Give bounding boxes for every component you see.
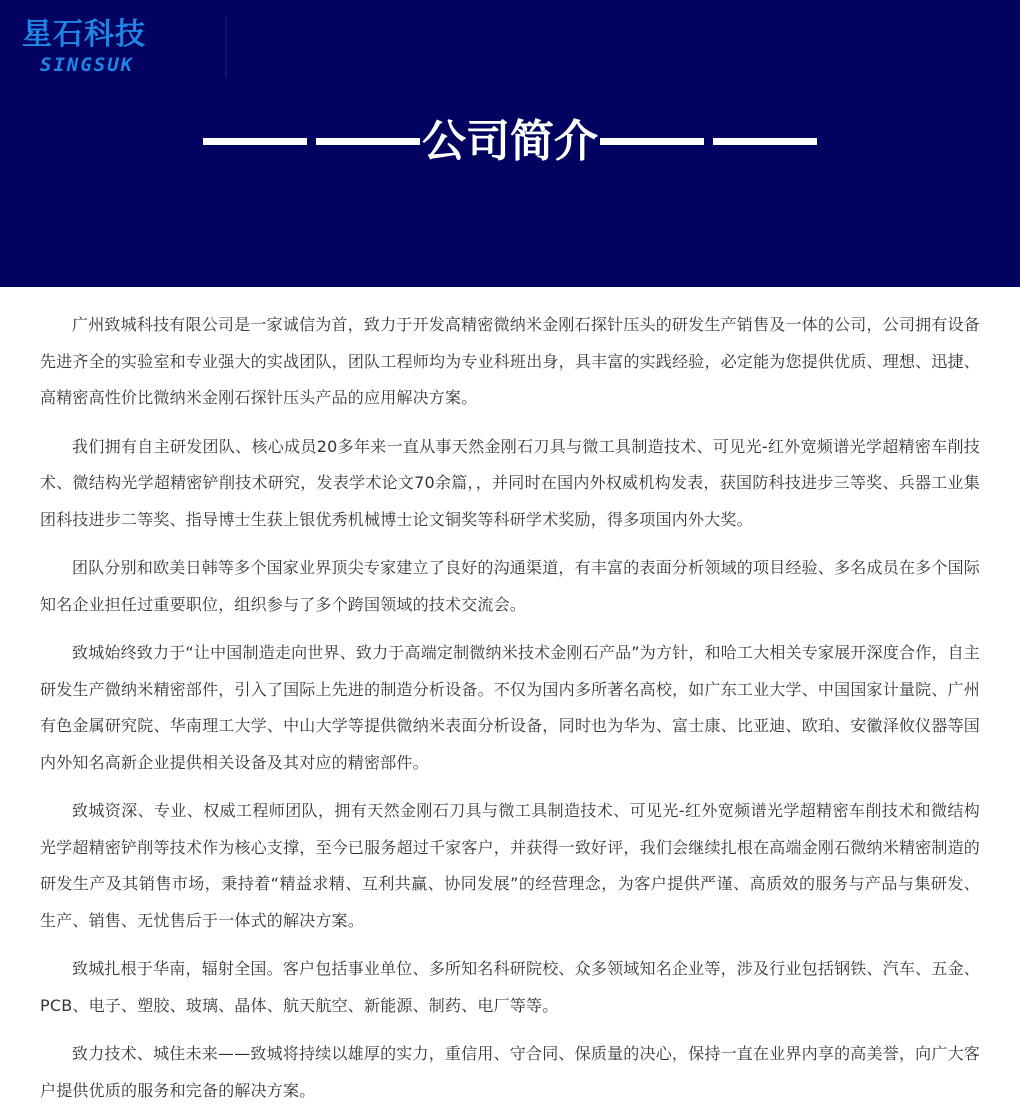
title-dash-left-2 — [316, 138, 420, 145]
intro-paragraph-engineering: 致城资深、专业、权威工程师团队，拥有天然金刚石刀具与微工具制造技术、可见光-红外宽频谱光学超精密车削技术和微结构光学超精密铲削等技术作为核心支撑，至今已服务超过千家客户，并获得一致好评，我们会继续扎根在高端金刚石微纳米精密制造的研发生产及其销售市场，秉持着“精益求精、互利共赢、协同发展”的经营理念，为客户提供严谨、高质效的服务与产品与集研发、生产、销售、无忧售后于一体式的解决方案。 — [40, 801, 980, 930]
intro-paragraph-closing: 致力技术、城住未来——致城将持续以雄厚的实力，重信用、守合同、保质量的决心，保持一直在业界内享的高美誉，向广大客户提供优质的服务和完备的解决方案。 — [40, 1044, 980, 1100]
page-title-text: 公司简介 — [422, 116, 598, 167]
company-intro-body — [0, 287, 1020, 1109]
logo-chinese-name: 星石科技 — [22, 17, 146, 52]
intro-paragraph-overview: 广州致城科技有限公司是一家诚信为首，致力于开发高精密微纳米金刚石探针压头的研发生产销售及一体的公司，公司拥有设备先进齐全的实验室和专业强大的实战团队，团队工程师均为专业科班出身，具丰富的实践经验，必定能为您提供优质、理想、迅捷、高精密高性价比微纳米金刚石探针压头产品的应用解决方案。 — [40, 315, 980, 407]
logo-english-name: SINGSUK — [40, 54, 135, 76]
intro-paragraph-mission: 致城始终致力于“让中国制造走向世界、致力于高端定制微纳米技术金刚石产品”为方针，和哈工大相关专家展开深度合作，自主研发生产微纳米精密部件，引入了国际上先进的制造分析设备。不仅为国内多所著名高校，如广东工业大学、中国国家计量院、广州有色金属研究院、华南理工大学、中山大学等提供微纳米表面分析设备，同时也为华为、富士康、比亚迪、欧珀、安徽泽攸仪器等国内外知名高新企业提供相关设备及其对应的精密部件。 — [40, 643, 980, 772]
title-dash-right-1 — [600, 138, 704, 145]
title-dash-left-1 — [203, 138, 307, 145]
company-logo[interactable] — [22, 18, 182, 76]
page-title — [0, 112, 1020, 172]
intro-paragraph-international: 团队分别和欧美日韩等多个国家业界顶尖专家建立了良好的沟通渠道，有丰富的表面分析领域的项目经验、多名成员在多个国际知名企业担任过重要职位，组织参与了多个跨国领域的技术交流会。 — [40, 558, 980, 614]
logo-divider — [225, 16, 227, 78]
title-dash-right-2 — [713, 138, 817, 145]
intro-paragraph-customers: 致城扎根于华南，辐射全国。客户包括事业单位、多所知名科研院校、众多领域知名企业等，涉及行业包括钢铁、汽车、五金、PCB、电子、塑胶、玻璃、晶体、航天航空、新能源、制药、电厂等等。 — [40, 959, 980, 1015]
intro-paragraph-team: 我们拥有自主研发团队、核心成员20多年来一直从事天然金刚石刀具与微工具制造技术、可见光-红外宽频谱光学超精密车削技术、微结构光学超精密铲削技术研究，发表学术论文70余篇，，并同时在国内外权威机构发表，获国防科技进步三等奖、兵器工业集团科技进步二等奖、指导博士生获上银优秀机械博士论文铜奖等科研学术奖励，得多项国内外大奖。 — [40, 436, 980, 529]
header-banner — [0, 0, 1020, 287]
